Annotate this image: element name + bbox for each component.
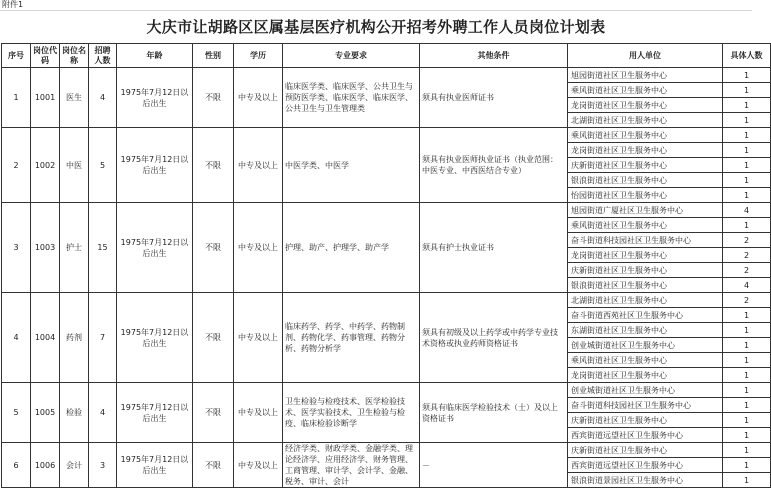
cell-age: 1975年7月12日以后出生 <box>117 128 193 203</box>
table-body <box>2 68 771 488</box>
cell-unit-count: 1 <box>723 83 771 98</box>
cell-gender: 不限 <box>193 203 234 293</box>
cell-unit-count: 1 <box>723 353 771 368</box>
cell-unit: 庆新街道社区卫生服务中心 <box>568 263 723 278</box>
cell-count: 5 <box>89 128 117 203</box>
cell-unit-count: 1 <box>723 113 771 128</box>
cell-count: 4 <box>89 68 117 128</box>
cell-education: 中专及以上 <box>234 293 283 383</box>
cell-unit: 奋斗街道西苑社区卫生服务中心 <box>568 308 723 323</box>
cell-unit: 乘风街道社区卫生服务中心 <box>568 128 723 143</box>
cell-unit: 西宾街道远望社区卫生服务中心 <box>568 428 723 443</box>
cell-gender: 不限 <box>193 68 234 128</box>
cell-unit: 北湖街道社区卫生服务中心 <box>568 113 723 128</box>
cell-unit: 银浪街道社区卫生服务中心 <box>568 173 723 188</box>
cell-unit: 乘风街道社区卫生服务中心 <box>568 218 723 233</box>
cell-unit: 奋斗街道科技园社区卫生服务中心 <box>568 398 723 413</box>
cell-age: 1975年7月12日以后出生 <box>117 383 193 443</box>
cell-no: 3 <box>2 203 31 293</box>
cell-unit: 旭园街道广厦社区卫生服务中心 <box>568 203 723 218</box>
cell-unit-count: 1 <box>723 158 771 173</box>
header-cell: 性别 <box>193 44 234 68</box>
cell-unit: 银浪街道社区卫生服务中心 <box>568 278 723 293</box>
cell-major: 卫生检验与检疫技术、医学检验技术、医学实验技术、卫生检验与检疫、临床检验诊断学 <box>283 383 420 443</box>
header-cell: 岗位代码 <box>31 44 60 68</box>
position-plan-table <box>1 43 771 488</box>
cell-major: 经济学类、财政学类、金融学类、理论经济学、应用经济学、财务管理、工商管理、审计学、会计学、金融、税务、审计、会计 <box>283 443 420 488</box>
cell-unit-count: 1 <box>723 143 771 158</box>
cell-unit: 龙岗街道社区卫生服务中心 <box>568 368 723 383</box>
attachment-label: 附件1 <box>2 0 24 9</box>
cell-no: 2 <box>2 128 31 203</box>
cell-unit: 旭园街道社区卫生服务中心 <box>568 68 723 83</box>
cell-unit: 怡园街道社区卫生服务中心 <box>568 188 723 203</box>
header-cell: 招聘人数 <box>89 44 117 68</box>
cell-unit: 龙岗街道社区卫生服务中心 <box>568 98 723 113</box>
cell-unit: 奋斗街道科技园社区卫生服务中心 <box>568 233 723 248</box>
cell-no: 6 <box>2 443 31 488</box>
cell-unit-count: 1 <box>723 218 771 233</box>
cell-unit-count: 4 <box>723 203 771 218</box>
cell-unit-count: 1 <box>723 443 771 458</box>
cell-gender: 不限 <box>193 383 234 443</box>
cell-unit-count: 1 <box>723 368 771 383</box>
cell-code: 1002 <box>31 128 60 203</box>
cell-unit-count: 2 <box>723 248 771 263</box>
cell-code: 1006 <box>31 443 60 488</box>
cell-education: 中专及以上 <box>234 383 283 443</box>
table-row <box>2 443 771 458</box>
cell-count: 15 <box>89 203 117 293</box>
cell-unit: 庆新街道社区卫生服务中心 <box>568 158 723 173</box>
cell-unit-count: 1 <box>723 98 771 113</box>
cell-unit-count: 1 <box>723 338 771 353</box>
cell-name: 医生 <box>60 68 89 128</box>
cell-unit: 创业城街道社区卫生服务中心 <box>568 338 723 353</box>
table-row <box>2 128 771 143</box>
cell-gender: 不限 <box>193 443 234 488</box>
cell-unit-count: 1 <box>723 308 771 323</box>
cell-unit: 龙岗街道社区卫生服务中心 <box>568 248 723 263</box>
cell-unit-count: 1 <box>723 413 771 428</box>
cell-unit-count: 1 <box>723 188 771 203</box>
header-cell: 用人单位 <box>568 44 723 68</box>
header-cell: 专业要求 <box>283 44 420 68</box>
cell-unit: 银浪街道景园社区卫生服务中心 <box>568 473 723 488</box>
table-row <box>2 68 771 83</box>
cell-education: 中专及以上 <box>234 203 283 293</box>
cell-age: 1975年7月12日以后出生 <box>117 203 193 293</box>
cell-other: 须具有执业医师证书 <box>420 68 568 128</box>
cell-age: 1975年7月12日以后出生 <box>117 293 193 383</box>
cell-age: 1975年7月12日以后出生 <box>117 68 193 128</box>
cell-name: 护士 <box>60 203 89 293</box>
table-row <box>2 383 771 398</box>
page-title: 大庆市让胡路区区属基层医疗机构公开招考外聘工作人员岗位计划表 <box>146 18 606 36</box>
header-row <box>2 44 771 68</box>
header-cell: 具体人数 <box>723 44 771 68</box>
cell-other: 须具有初级及以上药学或中药学专业技术资格或执业药师资格证书 <box>420 293 568 383</box>
cell-education: 中专及以上 <box>234 68 283 128</box>
header-cell: 岗位名称 <box>60 44 89 68</box>
cell-name: 中医 <box>60 128 89 203</box>
cell-unit: 庆新街道社区卫生服务中心 <box>568 443 723 458</box>
cell-name: 会计 <box>60 443 89 488</box>
cell-count: 3 <box>89 443 117 488</box>
cell-unit-count: 1 <box>723 128 771 143</box>
cell-unit-count: 1 <box>723 383 771 398</box>
cell-unit: 西宾街道远望社区卫生服务中心 <box>568 458 723 473</box>
cell-other: 须具有临床医学检验技术（士）及以上资格证书 <box>420 383 568 443</box>
cell-count: 7 <box>89 293 117 383</box>
cell-education: 中专及以上 <box>234 128 283 203</box>
cell-code: 1005 <box>31 383 60 443</box>
table-row <box>2 203 771 218</box>
cell-unit: 龙岗街道社区卫生服务中心 <box>568 143 723 158</box>
cell-unit-count: 1 <box>723 398 771 413</box>
cell-age: 1975年7月12日以后出生 <box>117 443 193 488</box>
cell-unit-count: 1 <box>723 428 771 443</box>
cell-name: 检验 <box>60 383 89 443</box>
cell-other: 须具有护士执业证书 <box>420 203 568 293</box>
cell-unit: 乘风街道社区卫生服务中心 <box>568 353 723 368</box>
cell-gender: 不限 <box>193 293 234 383</box>
cell-no: 1 <box>2 68 31 128</box>
cell-unit: 东湖街道社区卫生服务中心 <box>568 323 723 338</box>
cell-unit-count: 2 <box>723 263 771 278</box>
cell-major: 护理、助产、护理学、助产学 <box>283 203 420 293</box>
cell-unit-count: 1 <box>723 323 771 338</box>
cell-major: 临床药学、药学、中药学、药物制剂、药物化学、药事管理、药物分析、药物分析学 <box>283 293 420 383</box>
cell-unit: 创业城街道社区卫生服务中心 <box>568 383 723 398</box>
cell-major: 临床医学类、临床医学、公共卫生与预防医学类、临床医学、临床医学、公共卫生与卫生管理类 <box>283 68 420 128</box>
table-row <box>2 293 771 308</box>
header-cell: 其他条件 <box>420 44 568 68</box>
cell-no: 5 <box>2 383 31 443</box>
cell-major: 中医学类、中医学 <box>283 128 420 203</box>
cell-other: － <box>420 443 568 488</box>
cell-count: 4 <box>89 383 117 443</box>
cell-unit: 乘风街道社区卫生服务中心 <box>568 83 723 98</box>
cell-other: 须具有执业医师执业证书（执业范围：中医专业、中西医结合专业） <box>420 128 568 203</box>
cell-gender: 不限 <box>193 128 234 203</box>
cell-unit: 庆新街道社区卫生服务中心 <box>568 413 723 428</box>
header-cell: 学历 <box>234 44 283 68</box>
cell-code: 1003 <box>31 203 60 293</box>
cell-no: 4 <box>2 293 31 383</box>
header-cell: 年龄 <box>117 44 193 68</box>
cell-unit-count: 1 <box>723 473 771 488</box>
cell-code: 1001 <box>31 68 60 128</box>
cell-name: 药剂 <box>60 293 89 383</box>
cell-code: 1004 <box>31 293 60 383</box>
cell-unit-count: 1 <box>723 458 771 473</box>
header-cell: 序号 <box>2 44 31 68</box>
cell-unit-count: 1 <box>723 173 771 188</box>
cell-unit-count: 4 <box>723 278 771 293</box>
cell-unit-count: 1 <box>723 68 771 83</box>
cell-unit-count: 2 <box>723 293 771 308</box>
cell-unit: 北湖街道社区卫生服务中心 <box>568 293 723 308</box>
cell-education: 中专及以上 <box>234 443 283 488</box>
cell-unit-count: 2 <box>723 233 771 248</box>
sheet-gridline <box>0 10 752 11</box>
